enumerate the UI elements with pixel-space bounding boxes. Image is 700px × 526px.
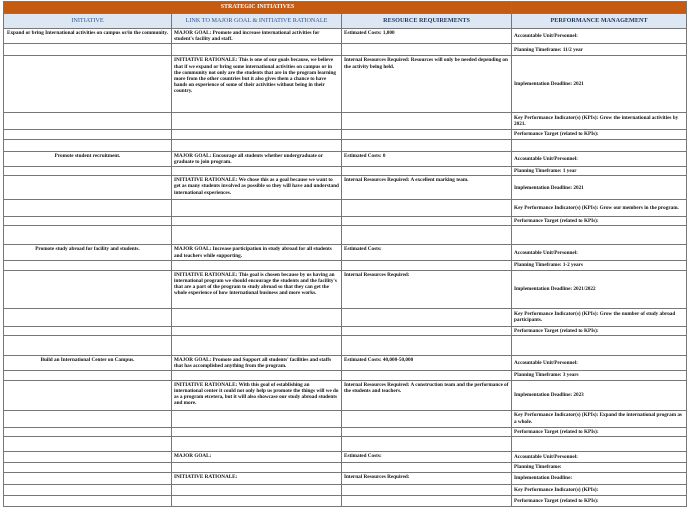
header-resources: RESOURCE REQUIREMENTS bbox=[342, 14, 512, 29]
initiative-name: Promote study abroad for facility and students. bbox=[4, 245, 172, 260]
blank-cell bbox=[512, 226, 687, 245]
initiative-row bbox=[4, 356, 687, 371]
blank-cell bbox=[342, 484, 512, 495]
blank-cell bbox=[342, 139, 512, 151]
header-initiative: INITIATIVE bbox=[4, 14, 172, 29]
implementation-deadline: Implementation Deadline: 2021 bbox=[512, 176, 687, 200]
blank-cell bbox=[172, 217, 342, 226]
major-goal: MAJOR GOAL: Encourage all students whether undergraduate or graduate to join program. bbox=[172, 151, 342, 166]
blank-cell bbox=[172, 410, 342, 427]
estimated-costs: Estimated Costs: 40,000-50,000 bbox=[342, 356, 512, 371]
major-goal: MAJOR GOAL: bbox=[172, 451, 342, 462]
blank-cell bbox=[4, 472, 172, 484]
rationale-row bbox=[4, 270, 687, 308]
initiative-rationale: INITIATIVE RATIONALE: With this goal of establishing an international center it could not only help us promote the things will we do as a program etcetera, but it will also showcase our study abroad students and more. bbox=[172, 380, 342, 410]
blank-cell bbox=[172, 436, 342, 451]
estimated-costs: Estimated Costs: bbox=[342, 451, 512, 462]
blank-cell bbox=[342, 260, 512, 270]
blank-cell bbox=[4, 44, 172, 56]
blank-cell bbox=[4, 226, 172, 245]
timeframe-row bbox=[4, 371, 687, 380]
blank-cell bbox=[342, 427, 512, 436]
timeframe-row bbox=[4, 462, 687, 472]
blank-cell bbox=[4, 270, 172, 308]
internal-resources: Internal Resources Required: bbox=[342, 270, 512, 308]
blank-cell bbox=[342, 495, 512, 506]
timeframe-row bbox=[4, 44, 687, 56]
blank-cell bbox=[342, 371, 512, 380]
blank-cell bbox=[4, 436, 172, 451]
initiative-name: Expand or bring International activities on campus or/in the community. bbox=[4, 29, 172, 44]
initiative-row bbox=[4, 29, 687, 44]
kpi: Key Performance Indicator(s) (KPIs): Grow the number of study abroad participants. bbox=[512, 308, 687, 326]
initiative-name: Promote student recruitment. bbox=[4, 151, 172, 166]
blank-cell bbox=[172, 226, 342, 245]
blank-cell bbox=[342, 200, 512, 217]
blank-cell bbox=[172, 44, 342, 56]
blank-cell bbox=[342, 130, 512, 139]
blank-cell bbox=[4, 217, 172, 226]
blank-cell bbox=[4, 336, 172, 356]
title-row bbox=[4, 2, 687, 14]
major-goal: MAJOR GOAL: Increase participation in study abroad for all students and teachers while supporting. bbox=[172, 245, 342, 260]
accountable-unit: Accountable Unit/Personnel: bbox=[512, 356, 687, 371]
kpi: Key Performance Indicator(s) (KPIs): Grow our members in the program. bbox=[512, 200, 687, 217]
blank-cell bbox=[4, 139, 172, 151]
internal-resources: Internal Resources Required: Resources will only be needed depending on the activity being held. bbox=[342, 56, 512, 113]
implementation-deadline: Implementation Deadline: 2021/2022 bbox=[512, 270, 687, 308]
initiative-name bbox=[4, 451, 172, 462]
blank-cell bbox=[4, 326, 172, 335]
blank-cell bbox=[342, 308, 512, 326]
estimated-costs: Estimated Costs: bbox=[342, 245, 512, 260]
target-row bbox=[4, 217, 687, 226]
estimated-costs: Estimated Costs: 0 bbox=[342, 151, 512, 166]
title-blank-cell bbox=[512, 2, 687, 14]
major-goal: MAJOR GOAL: Promote and increase international activities for student's facility and staff. bbox=[172, 29, 342, 44]
target-row bbox=[4, 130, 687, 139]
accountable-unit: Accountable Unit/Personnel: bbox=[512, 29, 687, 44]
blank-cell bbox=[172, 200, 342, 217]
initiative-rationale: INITIATIVE RATIONALE: This goal is chosen because by us having an international program we should encourage the students and the facility's that are a part of the program to study abroad so that they can get the whole experience of how international business and more works. bbox=[172, 270, 342, 308]
blank-cell bbox=[4, 462, 172, 472]
blank-cell bbox=[4, 410, 172, 427]
blank-cell bbox=[172, 427, 342, 436]
performance-target: Performance Target (related to KPIs): bbox=[512, 326, 687, 335]
estimated-costs: Estimated Costs: 1,000 bbox=[342, 29, 512, 44]
blank-cell bbox=[172, 495, 342, 506]
header-row bbox=[4, 14, 687, 29]
kpi: Key Performance Indicator(s) (KPIs): Grow the international activities by 2021. bbox=[512, 113, 687, 130]
initiative-rationale: INITIATIVE RATIONALE: We chose this as a goal because we want to get as many students involved as possible so they will have and understand international experiences. bbox=[172, 176, 342, 200]
performance-target: Performance Target (related to KPIs): bbox=[512, 495, 687, 506]
kpi-row bbox=[4, 410, 687, 427]
accountable-unit: Accountable Unit/Personnel: bbox=[512, 451, 687, 462]
blank-cell bbox=[4, 371, 172, 380]
blank-cell bbox=[4, 56, 172, 113]
initiative-name: Build an International Center on Campus. bbox=[4, 356, 172, 371]
rationale-row bbox=[4, 380, 687, 410]
blank-cell bbox=[4, 495, 172, 506]
major-goal: MAJOR GOAL: Promote and Support all students' facilities and staffs that has accomplished anything from the program. bbox=[172, 356, 342, 371]
blank-cell bbox=[4, 113, 172, 130]
initiative-row bbox=[4, 451, 687, 462]
initiative-rationale: INITIATIVE RATIONALE: This is one of our goals because, we believe that if we expand or bring some international activities on campus or in the community not only are the students that are in the program learning more from the other countries but it also gives them a chance to have hands on experience of some of their activities without being in their country. bbox=[172, 56, 342, 113]
blank-cell bbox=[172, 113, 342, 130]
kpi-row bbox=[4, 113, 687, 130]
implementation-deadline: Implementation Deadline: bbox=[512, 472, 687, 484]
blank-cell bbox=[512, 336, 687, 356]
planning-timeframe: Planning Timeframe: bbox=[512, 462, 687, 472]
internal-resources: Internal Resources Required: A construction team and the performance of the students and teachers. bbox=[342, 380, 512, 410]
blank-cell bbox=[342, 226, 512, 245]
implementation-deadline: Implementation Deadline: 2021 bbox=[512, 56, 687, 113]
blank-cell bbox=[342, 44, 512, 56]
blank-cell bbox=[512, 139, 687, 151]
blank-cell bbox=[4, 167, 172, 176]
spacer-row bbox=[4, 139, 687, 151]
kpi-row bbox=[4, 308, 687, 326]
blank-cell bbox=[342, 462, 512, 472]
target-row bbox=[4, 326, 687, 335]
blank-cell bbox=[512, 436, 687, 451]
initiative-row bbox=[4, 245, 687, 260]
spacer-row bbox=[4, 436, 687, 451]
blank-cell bbox=[342, 217, 512, 226]
blank-cell bbox=[172, 260, 342, 270]
spacer-row bbox=[4, 336, 687, 356]
internal-resources: Internal Resources Required: bbox=[342, 472, 512, 484]
blank-cell bbox=[4, 308, 172, 326]
blank-cell bbox=[342, 113, 512, 130]
blank-cell bbox=[172, 371, 342, 380]
target-row bbox=[4, 427, 687, 436]
planning-timeframe: Planning Timeframe: 3 years bbox=[512, 371, 687, 380]
rationale-row bbox=[4, 472, 687, 484]
kpi: Key Performance Indicator(s) (KPIs): bbox=[512, 484, 687, 495]
blank-cell bbox=[4, 200, 172, 217]
strategic-initiatives-table bbox=[3, 1, 687, 507]
performance-target: Performance Target (related to KPIs): bbox=[512, 427, 687, 436]
performance-target: Performance Target (related to KPIs): bbox=[512, 217, 687, 226]
kpi-row bbox=[4, 200, 687, 217]
blank-cell bbox=[172, 484, 342, 495]
accountable-unit: Accountable Unit/Personnel: bbox=[512, 245, 687, 260]
blank-cell bbox=[4, 260, 172, 270]
header-link: LINK TO MAJOR GOAL & INITIATIVE RATIONALE bbox=[172, 14, 342, 29]
spacer-row bbox=[4, 226, 687, 245]
blank-cell bbox=[172, 130, 342, 139]
timeframe-row bbox=[4, 260, 687, 270]
blank-cell bbox=[172, 326, 342, 335]
header-performance: PERFORMANCE MANAGEMENT bbox=[512, 14, 687, 29]
performance-target: Performance Target (related to KPIs): bbox=[512, 130, 687, 139]
blank-cell bbox=[172, 308, 342, 326]
planning-timeframe: Planning Timeframe: 1 year bbox=[512, 167, 687, 176]
blank-cell bbox=[4, 176, 172, 200]
rationale-row bbox=[4, 176, 687, 200]
blank-cell bbox=[4, 130, 172, 139]
blank-cell bbox=[172, 336, 342, 356]
blank-cell bbox=[342, 436, 512, 451]
blank-cell bbox=[342, 167, 512, 176]
planning-timeframe: Planning Timeframe: 1-2 years bbox=[512, 260, 687, 270]
accountable-unit: Accountable Unit/Personnel: bbox=[512, 151, 687, 166]
blank-cell bbox=[4, 380, 172, 410]
initiative-row bbox=[4, 151, 687, 166]
initiative-rationale: INITIATIVE RATIONALE: bbox=[172, 472, 342, 484]
kpi: Key Performance Indicator(s) (KPIs): Expand the international program as a whole. bbox=[512, 410, 687, 427]
blank-cell bbox=[172, 462, 342, 472]
implementation-deadline: Implementation Deadline: 2023 bbox=[512, 380, 687, 410]
rationale-row bbox=[4, 56, 687, 113]
internal-resources: Internal Resources Required: A excellent marking team. bbox=[342, 176, 512, 200]
kpi-row bbox=[4, 484, 687, 495]
target-row bbox=[4, 495, 687, 506]
blank-cell bbox=[4, 484, 172, 495]
sheet-title: STRATEGIC INITIATIVES bbox=[4, 2, 512, 14]
blank-cell bbox=[342, 326, 512, 335]
blank-cell bbox=[172, 139, 342, 151]
timeframe-row bbox=[4, 167, 687, 176]
blank-cell bbox=[342, 336, 512, 356]
planning-timeframe: Planning Timeframe: 11/2 year bbox=[512, 44, 687, 56]
blank-cell bbox=[4, 427, 172, 436]
blank-cell bbox=[172, 167, 342, 176]
blank-cell bbox=[342, 410, 512, 427]
